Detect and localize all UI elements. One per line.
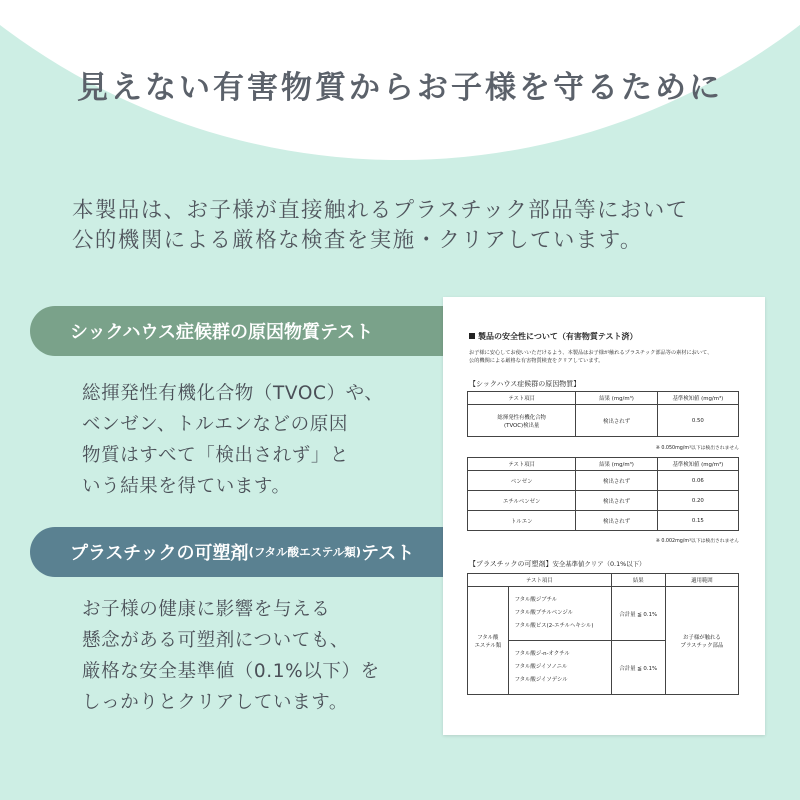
table-cell <box>665 587 738 695</box>
plasticizer-table <box>467 573 739 695</box>
table-header: テスト項目 <box>468 392 576 405</box>
table-cell: 0.50 <box>657 405 738 437</box>
cell-text: エステル類 <box>474 642 502 649</box>
test-report-sheet <box>443 297 765 735</box>
sheet-note-line: 公的機関による厳格な有害物質検査をクリアしています。 <box>469 358 604 364</box>
cell-text: フタル酸ジイソノニル <box>514 664 568 670</box>
table-cell: 0.06 <box>657 471 738 491</box>
cell-text: プラスチック部品 <box>680 642 724 649</box>
sheet-note <box>469 349 712 365</box>
table-footnote: ※ 0.050mg/m³以下は検出されません <box>655 446 739 451</box>
table-cell <box>468 587 509 695</box>
banner-label-end: テスト <box>360 543 415 564</box>
banner-label: シックハウス症候群の原因物質テスト <box>70 322 374 343</box>
table-row <box>468 587 739 641</box>
table-header: 基準検知値 (mg/m³) <box>657 392 738 405</box>
table-cell <box>508 641 611 695</box>
table-row <box>468 405 739 437</box>
cell-text: 総揮発性有機化合物 <box>497 414 546 421</box>
banner-label-small: (フタル酸エステル類) <box>248 545 361 559</box>
intro-line: 公的機関による厳格な検査を実施・クリアしています。 <box>72 228 643 253</box>
description-line: 総揮発性有機化合物（TVOC）や、 <box>82 383 384 404</box>
sheet-section-title <box>469 559 645 569</box>
sick-house-test-description <box>82 378 383 502</box>
table-cell: 検出されず <box>576 405 657 437</box>
banner-label: プラスチックの可塑剤 <box>70 543 249 564</box>
table-cell: 検出されず <box>576 471 657 491</box>
table-cell: 検出されず <box>576 511 657 531</box>
section-subtitle-text: 安全基準値クリア（0.1%以下） <box>552 560 646 568</box>
cell-text: (TVOC)検出量 <box>504 422 540 429</box>
cell-text: フタル酸ジイソデシル <box>514 677 568 683</box>
sheet-title-text: 製品の安全性について（有害物質テスト済） <box>478 332 638 341</box>
cell-text: フタル酸ブチルベンジル <box>514 610 574 616</box>
description-line: 厳格な安全基準値（0.1%以下）を <box>82 661 380 682</box>
table-cell <box>468 405 576 437</box>
description-line: いう結果を得ています。 <box>82 476 291 497</box>
section-title-text: 【プラスチックの可塑剤】 <box>469 560 553 568</box>
table-header: テスト項目 <box>468 574 612 587</box>
cell-text: お子様が触れる <box>683 634 721 641</box>
sheet-note-line: お子様に安心してお使いいただけるよう、本製品はお子様が触れるプラスチック部品等の素材において、 <box>469 350 713 356</box>
table-cell: 合計量 ≦ 0.1% <box>611 641 665 695</box>
plasticizer-test-banner <box>30 527 460 577</box>
sick-house-test-banner <box>30 306 460 356</box>
sheet-section-title: 【シックハウス症候群の原因物質】 <box>469 380 581 388</box>
description-line: ベンゼン、トルエンなどの原因 <box>82 414 348 435</box>
voc-table <box>467 457 739 531</box>
table-header: 結果 (mg/m³) <box>576 458 657 471</box>
table-cell: 0.20 <box>657 491 738 511</box>
table-header: 結果 (mg/m³) <box>576 392 657 405</box>
table-row <box>468 491 739 511</box>
intro-line: 本製品は、お子様が直接触れるプラスチック部品等において <box>72 198 689 223</box>
table-cell: エチルベンゼン <box>468 491 576 511</box>
table-cell: 0.15 <box>657 511 738 531</box>
table-footnote: ※ 0.002mg/m³以下は検出されません <box>655 539 739 544</box>
description-line: しっかりとクリアしています。 <box>82 692 348 713</box>
table-header: 基準検知値 (mg/m³) <box>657 458 738 471</box>
table-row <box>468 511 739 531</box>
intro-text <box>72 196 689 256</box>
table-cell <box>508 587 611 641</box>
table-header: テスト項目 <box>468 458 576 471</box>
table-cell: ベンゼン <box>468 471 576 491</box>
description-line: お子様の健康に影響を与える <box>82 599 331 620</box>
cell-text: フタル酸ジ-n-オクチル <box>514 651 570 657</box>
table-header: 結果 <box>611 574 665 587</box>
table-row <box>468 471 739 491</box>
description-line: 懸念がある可塑剤についても、 <box>82 630 350 651</box>
table-header: 適用範囲 <box>665 574 738 587</box>
tvoc-table <box>467 391 739 437</box>
description-line: 物質はすべて「検出されず」と <box>82 445 350 466</box>
page-title: 見えない有害物質からお子様を守るために <box>77 70 723 106</box>
table-cell: トルエン <box>468 511 576 531</box>
table-cell: 検出されず <box>576 491 657 511</box>
plasticizer-test-description <box>82 594 380 718</box>
cell-text: フタル酸 <box>477 634 499 641</box>
table-cell: 合計量 ≦ 0.1% <box>611 587 665 641</box>
cell-text: フタル酸ジブチル <box>514 597 558 603</box>
sheet-title <box>469 331 638 342</box>
cell-text: フタル酸ビス(2-エチルヘキシル) <box>514 623 594 629</box>
square-bullet-icon <box>469 333 475 339</box>
